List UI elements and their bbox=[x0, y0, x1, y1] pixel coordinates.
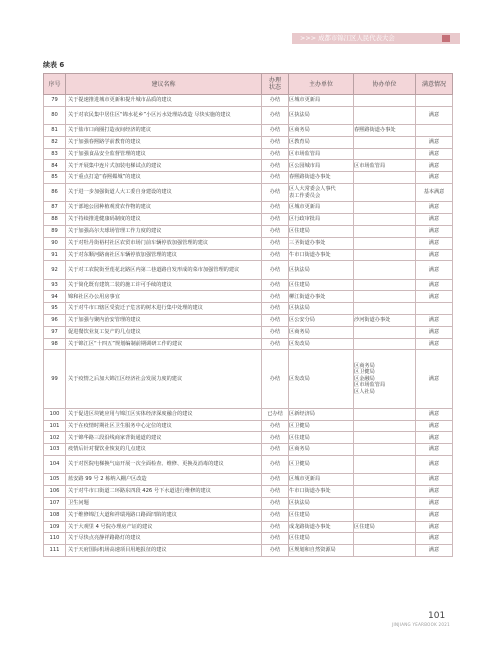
table-row bbox=[44, 148, 453, 160]
row-number: 90 bbox=[44, 237, 66, 249]
lead-unit: 区商务局 bbox=[289, 444, 354, 456]
row-number: 83 bbox=[44, 148, 66, 160]
satisfaction: 满意 bbox=[416, 338, 453, 350]
lead-unit: 区商务局 bbox=[289, 125, 354, 137]
row-number: 95 bbox=[44, 303, 66, 315]
status: 办结 bbox=[262, 95, 289, 107]
row-number: 101 bbox=[44, 420, 66, 432]
lead-unit: 三圣街道办事处 bbox=[289, 237, 354, 249]
status: 办结 bbox=[262, 521, 289, 533]
satisfaction: 满意 bbox=[416, 237, 453, 249]
status: 办结 bbox=[262, 148, 289, 160]
table-row bbox=[44, 509, 453, 521]
satisfaction: 满意 bbox=[416, 497, 453, 509]
lead-unit: 区城市更新局 bbox=[289, 202, 354, 214]
proposal-title: 关于促进区块链应用与锦江区实体经济深度融合的建议 bbox=[66, 408, 262, 420]
assisting-unit bbox=[354, 136, 416, 148]
table-body bbox=[44, 95, 453, 557]
proposal-title: 锦和社区办公用房事宜 bbox=[66, 291, 262, 303]
assisting-unit bbox=[354, 225, 416, 237]
table-row bbox=[44, 303, 453, 315]
status: 办结 bbox=[262, 225, 289, 237]
assisting-unit bbox=[354, 533, 416, 545]
lead-unit: 区市场监管局 bbox=[289, 148, 354, 160]
table-row bbox=[44, 279, 453, 291]
assisting-unit bbox=[354, 408, 416, 420]
status: 办结 bbox=[262, 160, 289, 172]
status: 办结 bbox=[262, 326, 289, 338]
satisfaction bbox=[416, 125, 453, 137]
row-number: 93 bbox=[44, 279, 66, 291]
table-row bbox=[44, 261, 453, 279]
column-header: 协办单位 bbox=[354, 74, 416, 95]
assisting-unit bbox=[354, 456, 416, 474]
assisting-unit bbox=[354, 338, 416, 350]
proposal-title: 关于锦华路三段沿线商家背街通道的建议 bbox=[66, 432, 262, 444]
row-number: 79 bbox=[44, 95, 66, 107]
table-row bbox=[44, 291, 453, 303]
row-number: 107 bbox=[44, 497, 66, 509]
column-header: 主办单位 bbox=[289, 74, 354, 95]
assisting-unit bbox=[354, 106, 416, 124]
assisting-unit bbox=[354, 214, 416, 226]
lead-unit: 区住建局 bbox=[289, 279, 354, 291]
row-number: 97 bbox=[44, 326, 66, 338]
satisfaction: 满意 bbox=[416, 474, 453, 486]
satisfaction: 满意 bbox=[416, 106, 453, 124]
satisfaction: 基本满意 bbox=[416, 184, 453, 202]
status: 办结 bbox=[262, 474, 289, 486]
status: 办结 bbox=[262, 533, 289, 545]
assisting-unit bbox=[354, 202, 416, 214]
status: 办结 bbox=[262, 237, 289, 249]
proposal-title: 关于提速推进城市更新和提升城市品质的建议 bbox=[66, 95, 262, 107]
proposal-title: 关于加强高尔夫球场管理工作力度的建议 bbox=[66, 225, 262, 237]
lead-unit: 区住建局 bbox=[289, 432, 354, 444]
assisting-unit bbox=[354, 249, 416, 261]
column-header: 序号 bbox=[44, 74, 66, 95]
page-header bbox=[0, 0, 480, 40]
status: 办结 bbox=[262, 106, 289, 124]
proposal-title: 关于天府国际机场高速项目用地报征的建议 bbox=[66, 545, 262, 557]
proposal-title: 关于对东顺河路南社区车辆停放加强管理的建议 bbox=[66, 249, 262, 261]
status: 办结 bbox=[262, 202, 289, 214]
proposal-title: 关于简化既有建筑二装的施工许可手续的建议 bbox=[66, 279, 262, 291]
proposal-title: 关于大观里 4 号院办理房产证的建议 bbox=[66, 521, 262, 533]
lead-unit: 区发改局 bbox=[289, 350, 354, 408]
proposal-title: 关于盐市口商圈打造夜间经济的建议 bbox=[66, 125, 262, 137]
row-number: 82 bbox=[44, 136, 66, 148]
status: 办结 bbox=[262, 214, 289, 226]
proposal-title: 关于对牛市口辖区受瓷迁子危害的树木进行集中处理的建议 bbox=[66, 303, 262, 315]
table-row bbox=[44, 136, 453, 148]
row-number: 109 bbox=[44, 521, 66, 533]
lead-unit: 区教育局 bbox=[289, 136, 354, 148]
satisfaction: 满意 bbox=[416, 533, 453, 545]
row-number: 103 bbox=[44, 444, 66, 456]
satisfaction bbox=[416, 303, 453, 315]
table-row bbox=[44, 350, 453, 408]
lead-unit: 区城市更新局 bbox=[289, 95, 354, 107]
row-number: 108 bbox=[44, 509, 66, 521]
row-number: 104 bbox=[44, 456, 66, 474]
satisfaction: 满意 bbox=[416, 486, 453, 498]
lead-unit: 区住建局 bbox=[289, 225, 354, 237]
assisting-unit bbox=[354, 261, 416, 279]
row-number: 89 bbox=[44, 225, 66, 237]
table-row bbox=[44, 202, 453, 214]
proposal-title: 关于加强与聚内治安管理的建议 bbox=[66, 315, 262, 327]
table-row bbox=[44, 95, 453, 107]
row-number: 99 bbox=[44, 350, 66, 408]
assisting-unit bbox=[354, 291, 416, 303]
assisting-unit: 春熙路街道办事处 bbox=[354, 125, 416, 137]
lead-unit: 区新经济局 bbox=[289, 408, 354, 420]
proposal-title: 关于进一步加强街道人大工委自身建设的建议 bbox=[66, 184, 262, 202]
assisting-unit bbox=[354, 486, 416, 498]
row-number: 81 bbox=[44, 125, 66, 137]
satisfaction: 满意 bbox=[416, 160, 453, 172]
assisting-unit bbox=[354, 474, 416, 486]
row-number: 110 bbox=[44, 533, 66, 545]
assisting-unit: 区住建局 bbox=[354, 521, 416, 533]
lead-unit: 牛市口街道办事处 bbox=[289, 249, 354, 261]
assisting-unit bbox=[354, 420, 416, 432]
status: 办结 bbox=[262, 184, 289, 202]
lead-unit: 区公园城市局 bbox=[289, 160, 354, 172]
column-header: 满意情况 bbox=[416, 74, 453, 95]
proposal-title: 关于加强春熙路学前教育的建议 bbox=[66, 136, 262, 148]
proposal-title: 关于对医院电梯换气扇开展一次全面检查、维修、更换及消毒的建议 bbox=[66, 456, 262, 474]
table-row bbox=[44, 214, 453, 226]
assisting-unit: 沙河街道办事处 bbox=[354, 315, 416, 327]
satisfaction: 满意 bbox=[416, 408, 453, 420]
header-mark bbox=[442, 35, 450, 42]
satisfaction: 满意 bbox=[416, 202, 453, 214]
proposal-title: 关于在疫情时期社区卫生服务中心定位的建议 bbox=[66, 420, 262, 432]
status: 办结 bbox=[262, 420, 289, 432]
row-number: 91 bbox=[44, 249, 66, 261]
lead-unit: 区执法局 bbox=[289, 497, 354, 509]
page-number: 101 bbox=[428, 611, 446, 621]
row-number: 102 bbox=[44, 432, 66, 444]
status: 办结 bbox=[262, 545, 289, 557]
table-row bbox=[44, 315, 453, 327]
assisting-unit bbox=[354, 184, 416, 202]
status: 办结 bbox=[262, 350, 289, 408]
satisfaction: 满意 bbox=[416, 420, 453, 432]
satisfaction bbox=[416, 95, 453, 107]
row-number: 100 bbox=[44, 408, 66, 420]
proposal-title: 关于持续推进健康码制度的建议 bbox=[66, 214, 262, 226]
proposal-title: 关于疫情之后加大锦江区经济社会发展力度的建议 bbox=[66, 350, 262, 408]
table-row bbox=[44, 225, 453, 237]
proposal-title: 关于尽快点亮静祥路路灯的建议 bbox=[66, 533, 262, 545]
satisfaction: 满意 bbox=[416, 249, 453, 261]
status: 已办结 bbox=[262, 408, 289, 420]
satisfaction: 满意 bbox=[416, 172, 453, 184]
table-row bbox=[44, 408, 453, 420]
row-number: 105 bbox=[44, 474, 66, 486]
row-number: 84 bbox=[44, 160, 66, 172]
table-row bbox=[44, 486, 453, 498]
table-row bbox=[44, 249, 453, 261]
lead-unit: 春熙路街道办事处 bbox=[289, 172, 354, 184]
assisting-unit bbox=[354, 95, 416, 107]
proposal-title: 关于开展集中连片式加装电梯试点的建议 bbox=[66, 160, 262, 172]
row-number: 85 bbox=[44, 172, 66, 184]
proposal-title: 关于部地公园种植观赏农作物的建议 bbox=[66, 202, 262, 214]
lead-unit: 区行政审批局 bbox=[289, 214, 354, 226]
satisfaction: 满意 bbox=[416, 545, 453, 557]
footer-subtitle: JINJIANG YEARBOOK 2021 bbox=[392, 622, 450, 627]
column-header: 建议名称 bbox=[66, 74, 262, 95]
satisfaction: 满意 bbox=[416, 509, 453, 521]
lead-unit: 区公安分局 bbox=[289, 315, 354, 327]
row-number: 86 bbox=[44, 184, 66, 202]
proposal-table bbox=[43, 73, 453, 557]
table-row bbox=[44, 497, 453, 509]
lead-unit: 区住建局 bbox=[289, 533, 354, 545]
satisfaction: 满意 bbox=[416, 432, 453, 444]
lead-unit: 区住建局 bbox=[289, 509, 354, 521]
satisfaction: 满意 bbox=[416, 279, 453, 291]
row-number: 98 bbox=[44, 338, 66, 350]
row-number: 94 bbox=[44, 291, 66, 303]
lead-unit: 区商务局 bbox=[289, 326, 354, 338]
assisting-unit bbox=[354, 237, 416, 249]
proposal-title: 关于对工农院街至莲花北路区内第二巷道路自发形成的菜市加强管理的建议 bbox=[66, 261, 262, 279]
assisting-unit bbox=[354, 303, 416, 315]
header-title: >>> 成都市锦江区人民代表大会 bbox=[300, 34, 395, 42]
lead-unit: 区执法局 bbox=[289, 106, 354, 124]
assisting-unit bbox=[354, 172, 416, 184]
satisfaction: 满意 bbox=[416, 136, 453, 148]
table-row bbox=[44, 533, 453, 545]
lead-unit: 区人大常委会人事代 表工作委员会 bbox=[289, 184, 354, 202]
lead-unit: 区执法局 bbox=[289, 303, 354, 315]
satisfaction: 满意 bbox=[416, 521, 453, 533]
column-header: 办理 状态 bbox=[262, 74, 289, 95]
assisting-unit: 区商务局 区卫健局 区金融局 区市场监管局 区人社局 bbox=[354, 350, 416, 408]
table-row bbox=[44, 338, 453, 350]
proposal-title: 关于锦江区“十四五”规划编制前期调研工作的建议 bbox=[66, 338, 262, 350]
table-row bbox=[44, 237, 453, 249]
row-number: 88 bbox=[44, 214, 66, 226]
status: 办结 bbox=[262, 136, 289, 148]
status: 办结 bbox=[262, 172, 289, 184]
satisfaction: 满意 bbox=[416, 456, 453, 474]
table-label: 续表 6 bbox=[43, 61, 65, 69]
assisting-unit bbox=[354, 432, 416, 444]
lead-unit: 区执法局 bbox=[289, 261, 354, 279]
table-row bbox=[44, 172, 453, 184]
lead-unit: 区卫健局 bbox=[289, 420, 354, 432]
satisfaction: 满意 bbox=[416, 214, 453, 226]
table-row bbox=[44, 432, 453, 444]
table-row bbox=[44, 125, 453, 137]
proposal-title: 关于加强食品安全监督管理的建议 bbox=[66, 148, 262, 160]
status: 办结 bbox=[262, 486, 289, 498]
lead-unit: 区城市更新局 bbox=[289, 474, 354, 486]
table-row bbox=[44, 474, 453, 486]
assisting-unit bbox=[354, 326, 416, 338]
table-row bbox=[44, 184, 453, 202]
satisfaction: 满意 bbox=[416, 291, 453, 303]
table-row bbox=[44, 420, 453, 432]
lead-unit: 牛市口街道办事处 bbox=[289, 486, 354, 498]
assisting-unit bbox=[354, 497, 416, 509]
row-number: 87 bbox=[44, 202, 66, 214]
status: 办结 bbox=[262, 279, 289, 291]
row-number: 111 bbox=[44, 545, 66, 557]
status: 办结 bbox=[262, 303, 289, 315]
assisting-unit bbox=[354, 279, 416, 291]
proposal-title: 蓝安路 99 号 2 栋纳入棚户区改造 bbox=[66, 474, 262, 486]
row-number: 92 bbox=[44, 261, 66, 279]
satisfaction: 满意 bbox=[416, 225, 453, 237]
satisfaction: 满意 bbox=[416, 444, 453, 456]
table-row bbox=[44, 456, 453, 474]
assisting-unit bbox=[354, 545, 416, 557]
proposal-title: 关于重点打造“春熙媚城”的建议 bbox=[66, 172, 262, 184]
satisfaction: 满意 bbox=[416, 350, 453, 408]
row-number: 80 bbox=[44, 106, 66, 124]
lead-unit: 成龙路街道办事处 bbox=[289, 521, 354, 533]
status: 办结 bbox=[262, 509, 289, 521]
table-row bbox=[44, 106, 453, 124]
satisfaction: 满意 bbox=[416, 315, 453, 327]
status: 办结 bbox=[262, 261, 289, 279]
proposal-title: 关于维修锦江大道和祥瑞苑路口路面凹陷的建议 bbox=[66, 509, 262, 521]
lead-unit: 柳江街道办事处 bbox=[289, 291, 354, 303]
status: 办结 bbox=[262, 125, 289, 137]
status: 办结 bbox=[262, 456, 289, 474]
table-row bbox=[44, 160, 453, 172]
lead-unit: 区规划和自然资源局 bbox=[289, 545, 354, 557]
table-row bbox=[44, 444, 453, 456]
assisting-unit bbox=[354, 444, 416, 456]
table-row bbox=[44, 326, 453, 338]
status: 办结 bbox=[262, 291, 289, 303]
assisting-unit: 区市场监管局 bbox=[354, 160, 416, 172]
satisfaction: 满意 bbox=[416, 261, 453, 279]
satisfaction: 满意 bbox=[416, 148, 453, 160]
proposal-title: 卫生问题 bbox=[66, 497, 262, 509]
table-row bbox=[44, 521, 453, 533]
proposal-title: 关于对牡丹街裕村社区农贸市场门前车辆停放加强管理的建议 bbox=[66, 237, 262, 249]
assisting-unit bbox=[354, 509, 416, 521]
lead-unit: 区卫健局 bbox=[289, 456, 354, 474]
status: 办结 bbox=[262, 338, 289, 350]
table-header-row bbox=[44, 74, 453, 95]
table-row bbox=[44, 545, 453, 557]
proposal-title: 关于对牛市口街道二环路东四段 426 号下水道进行维修的建议 bbox=[66, 486, 262, 498]
row-number: 96 bbox=[44, 315, 66, 327]
status: 办结 bbox=[262, 497, 289, 509]
status: 办结 bbox=[262, 249, 289, 261]
status: 办结 bbox=[262, 315, 289, 327]
status: 办结 bbox=[262, 432, 289, 444]
proposal-title: 关于对农民集中居住区“锦水花乡”小区污水处理站改造 尽快实施的建议 bbox=[66, 106, 262, 124]
assisting-unit bbox=[354, 148, 416, 160]
satisfaction: 满意 bbox=[416, 326, 453, 338]
row-number: 106 bbox=[44, 486, 66, 498]
status: 办结 bbox=[262, 444, 289, 456]
proposal-title: 疫情后针对餐饮业恢复的几点建议 bbox=[66, 444, 262, 456]
proposal-title: 促进餐饮业复工复产的几点建议 bbox=[66, 326, 262, 338]
lead-unit: 区发改局 bbox=[289, 338, 354, 350]
